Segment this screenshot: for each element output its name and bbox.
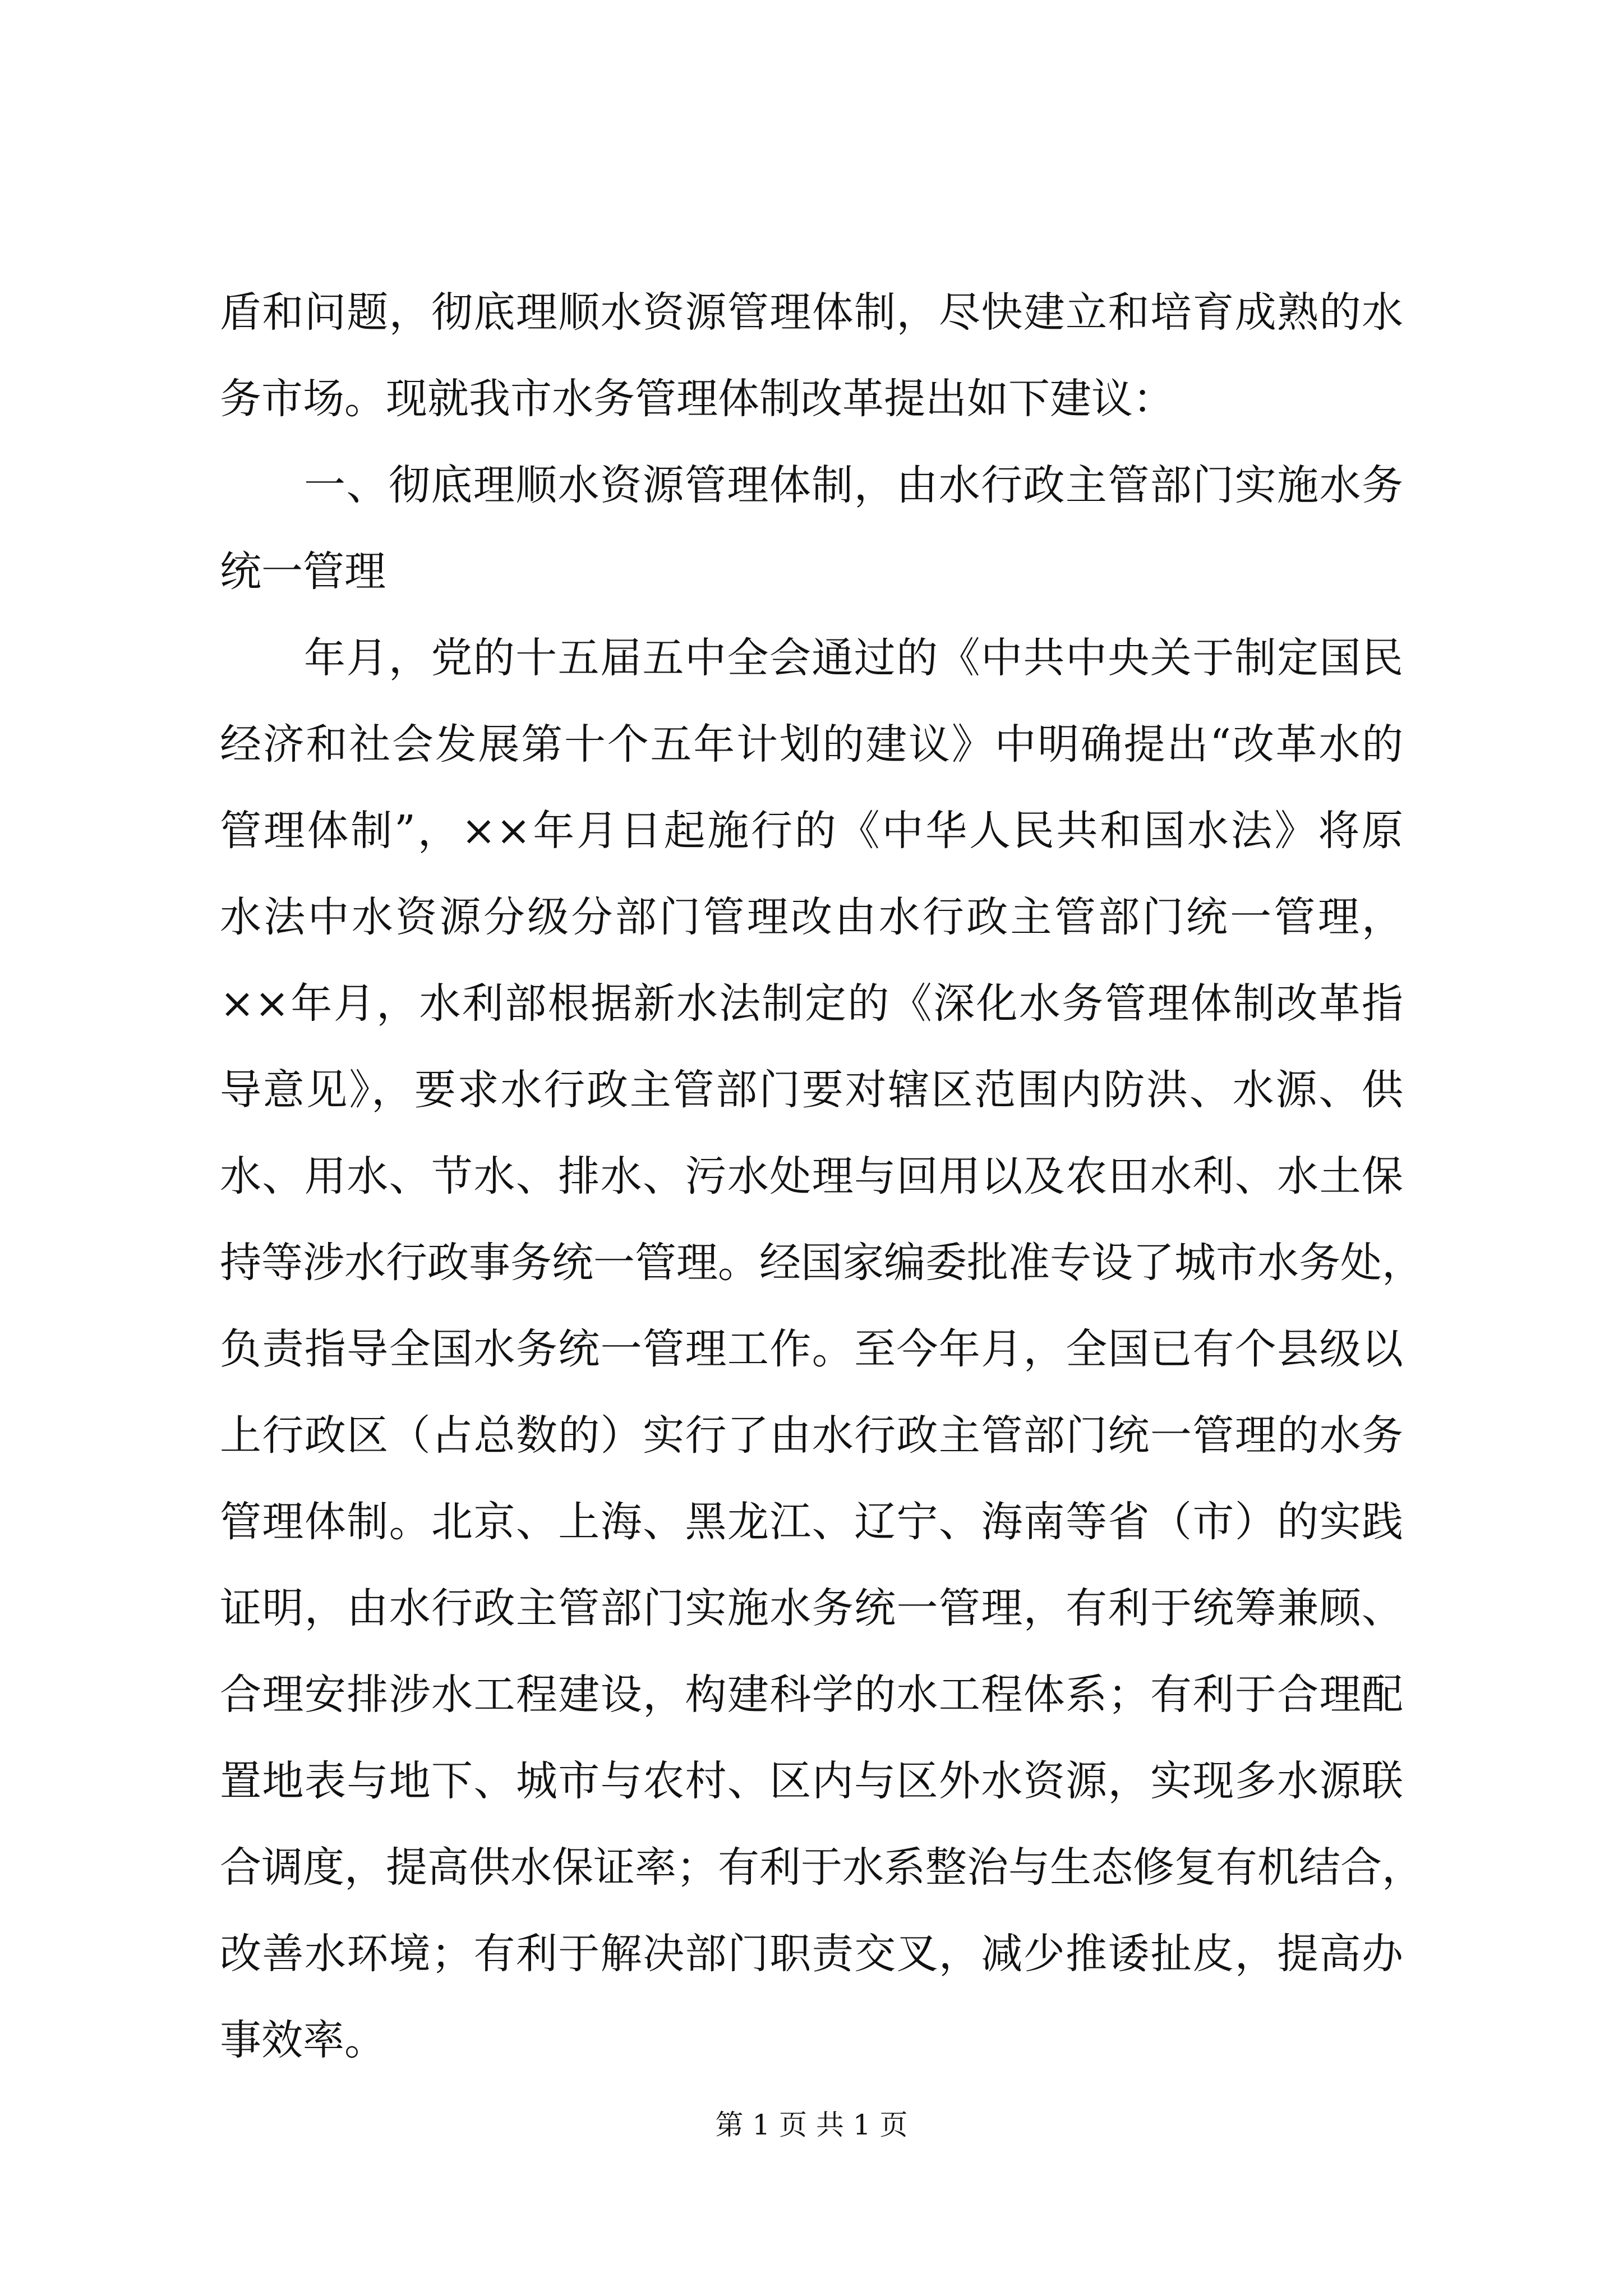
text-line: 合理安排涉水工程建设，构建科学的水工程体系；有利于合理配 — [220, 1671, 1403, 1719]
text-line: 证明，由水行政主管部门实施水务统一管理，有利于统筹兼顾、 — [220, 1584, 1403, 1632]
document-body — [220, 288, 1423, 2106]
text-line: 合调度，提高供水保证率；有利于水系整治与生态修复有机结合， — [220, 1843, 1423, 1892]
section-heading-line: 一、彻底理顺水资源管理体制，由水行政主管部门实施水务 — [304, 461, 1403, 509]
text-line: 盾和问题，彻底理顺水资源管理体制，尽快建立和培育成熟的水 — [220, 288, 1403, 337]
page-number-footer: 第 1 页 共 1 页 — [715, 2109, 908, 2141]
text-line: 经济和社会发展第十个五年计划的建议》中明确提出“改革水的 — [220, 720, 1403, 769]
text-line: 事效率。 — [220, 2016, 386, 2064]
text-line: 水、用水、节水、排水、污水处理与回用以及农田水利、水土保 — [220, 1152, 1403, 1200]
text-line: 务市场。现就我市水务管理体制改革提出如下建议： — [220, 375, 1174, 423]
text-line: 管理体制。北京、上海、黑龙江、辽宁、海南等省（市）的实践 — [220, 1498, 1403, 1546]
text-line: 上行政区（占总数的）实行了由水行政主管部门统一管理的水务 — [220, 1411, 1403, 1460]
text-line: 导意见》，要求水行政主管部门要对辖区范围内防洪、水源、供 — [220, 1066, 1403, 1114]
section-heading-line: 统一管理 — [220, 547, 386, 596]
text-line: 管理体制”，××年月日起施行的《中华人民共和国水法》将原 — [220, 807, 1403, 855]
text-line: ××年月，水利部根据新水法制定的《深化水务管理体制改革指 — [220, 979, 1403, 1028]
text-line: 年月，党的十五届五中全会通过的《中共中央关于制定国民 — [304, 634, 1403, 682]
text-line: 水法中水资源分级分部门管理改由水行政主管部门统一管理， — [220, 893, 1403, 941]
text-line: 持等涉水行政事务统一管理。经国家编委批准专设了城市水务处， — [220, 1239, 1423, 1287]
text-line: 负责指导全国水务统一管理工作。至今年月，全国已有个县级以 — [220, 1325, 1403, 1373]
text-line: 置地表与地下、城市与农村、区内与区外水资源，实现多水源联 — [220, 1757, 1403, 1805]
text-line: 改善水环境；有利于解决部门职责交叉，减少推诿扯皮，提高办 — [220, 1930, 1403, 1978]
